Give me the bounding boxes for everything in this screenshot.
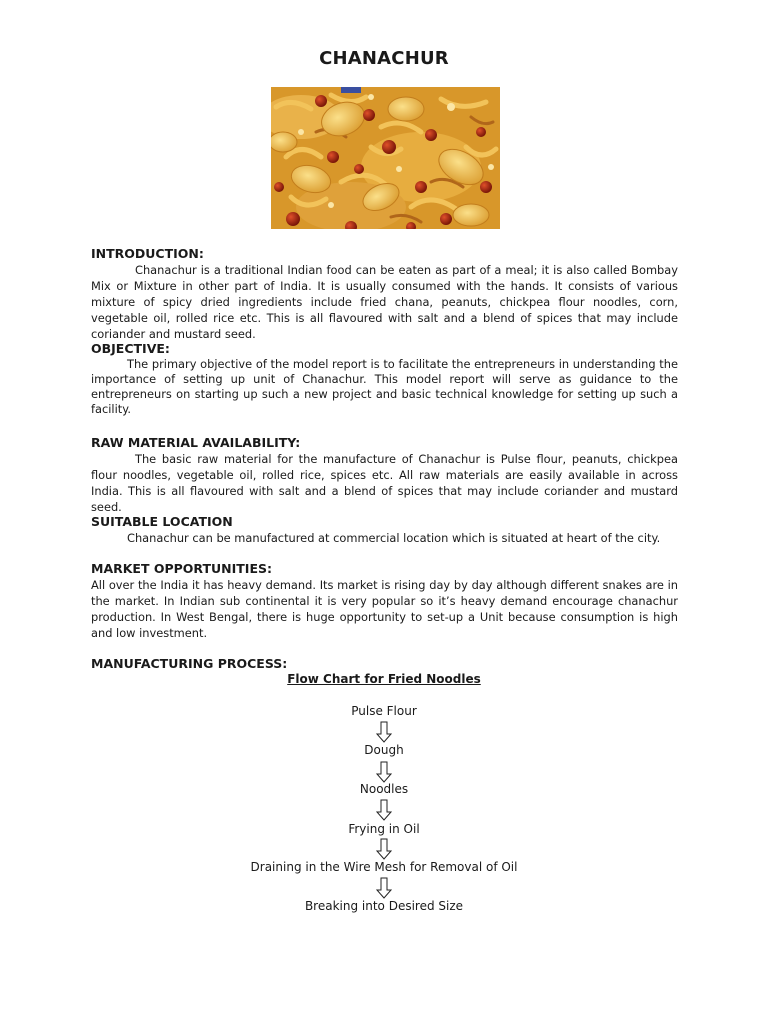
down-arrow-icon: [376, 799, 392, 821]
objective-heading: OBJECTIVE:: [91, 341, 170, 356]
location-section: [91, 514, 678, 546]
market-text: All over the India it has heavy demand. Its market is rising day by day although different snakes are in the market. In Indian sub continental it is very popular so it’s heavy demand encourage chanachur production. In West Bengal, there is huge opportunity to set-up a Unit because consumption is high and low investment.: [91, 578, 678, 640]
introduction-section: [91, 246, 678, 342]
market-heading: MARKET OPPORTUNITIES:: [91, 561, 272, 576]
flow-step-frying: Frying in Oil: [348, 822, 420, 836]
objective-section: [91, 341, 678, 417]
raw-material-heading: RAW MATERIAL AVAILABILITY:: [91, 435, 301, 450]
manufacturing-section: [91, 656, 678, 672]
manufacturing-heading: MANUFACTURING PROCESS:: [91, 656, 288, 671]
raw-material-section: [91, 435, 678, 515]
document-title: CHANACHUR: [319, 48, 449, 69]
flow-step-dough: Dough: [364, 743, 404, 757]
down-arrow-icon: [376, 721, 392, 743]
objective-text: The primary objective of the model report is to facilitate the entrepreneurs in understanding the importance of setting up unit of Chanachur. This model report will serve as guidance to the entrepreneurs on starting up such a new project and basic technical knowledge for setting up such a facility.: [91, 357, 678, 416]
market-section: [91, 561, 678, 641]
flow-step-pulse-flour: Pulse Flour: [351, 704, 417, 718]
introduction-heading: INTRODUCTION:: [91, 246, 204, 261]
chanachur-photo: [271, 87, 500, 229]
raw-material-text: The basic raw material for the manufacture of Chanachur is Pulse flour, peanuts, chickpea flour noodles, vegetable oil, rolled rice, spices etc. All raw materials are easily available in across India. This is all flavoured with salt and a blend of spices that may include coriander and mustard seed.: [91, 452, 678, 514]
flow-step-noodles: Noodles: [359, 782, 409, 796]
flow-chart-title: Flow Chart for Fried Noodles: [287, 672, 481, 686]
location-text: Chanachur can be manufactured at commercial location which is situated at heart of the city.: [127, 531, 661, 545]
down-arrow-icon: [376, 761, 392, 783]
flow-step-breaking: Breaking into Desired Size: [304, 899, 464, 913]
location-heading: SUITABLE LOCATION: [91, 514, 233, 529]
down-arrow-icon: [376, 838, 392, 860]
down-arrow-icon: [376, 877, 392, 899]
flow-step-draining: Draining in the Wire Mesh for Removal of Oil: [250, 860, 518, 874]
introduction-text: Chanachur is a traditional Indian food can be eaten as part of a meal; it is also called Bombay Mix or Mixture in other part of India. It is usually consumed with the hands. It consists of various mixture of spicy dried ingredients include fried chana, peanuts, chickpea flour noodles, corn, vegetable oil, rolled rice etc. This is all flavoured with salt and a blend of spices that may include coriander and mustard seed.: [91, 263, 678, 341]
